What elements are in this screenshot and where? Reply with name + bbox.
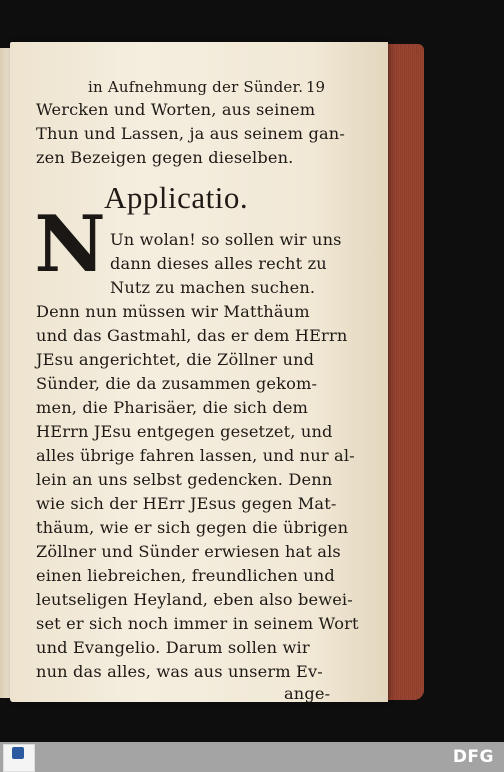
text-line: set er sich noch immer in seinem Wort (36, 614, 359, 633)
viewer-footer-bar (0, 742, 504, 772)
text-line: leutseligen Heyland, eben also bewei- (36, 590, 353, 609)
text-line: dann dieses alles recht zu (110, 254, 327, 273)
running-header: in Aufnehmung der Sünder. (88, 78, 304, 96)
text-line: HErrn JEsu entgegen gesetzet, und (36, 422, 333, 441)
text-line: wie sich der HErr JEsus gegen Mat- (36, 494, 337, 513)
text-line: Un wolan! so sollen wir uns (110, 230, 342, 249)
text-line: Wercken und Worten, aus seinem (36, 100, 316, 119)
text-line: lein an uns selbst gedencken. Denn (36, 470, 333, 489)
text-line: Nutz zu machen suchen. (110, 278, 316, 297)
text-line: und Evangelio. Darum sollen wir (36, 638, 310, 657)
library-logo[interactable] (3, 744, 35, 772)
text-line: Thun und Lassen, ja aus seinem gan- (36, 124, 345, 143)
text-line: Sünder, die da zusammen gekom- (36, 374, 318, 393)
text-line: Zöllner und Sünder erwiesen hat als (36, 542, 341, 561)
text-line: und das Gastmahl, das er dem HErrn (36, 326, 348, 345)
dfg-logo[interactable]: DFG (452, 747, 494, 767)
library-logo-icon (12, 747, 24, 759)
text-line: thäum, wie er sich gegen die übrigen (36, 518, 349, 537)
text-line: nun das alles, was aus unserm Ev- (36, 662, 323, 681)
text-line: alles übrige fahren lassen, und nur al- (36, 446, 355, 465)
page-number: 19 (306, 78, 326, 96)
catchword: ange- (284, 684, 331, 703)
text-line: Denn nun müssen wir Matthäum (36, 302, 310, 321)
text-line: JEsu angerichtet, die Zöllner und (36, 350, 315, 369)
text-line: zen Bezeigen gegen dieselben. (36, 148, 294, 167)
text-line: einen liebreichen, freundlichen und (36, 566, 335, 585)
library-logo-text (5, 760, 33, 769)
text-line: men, die Pharisäer, die sich dem (36, 398, 309, 417)
section-heading: Applicatio. (104, 180, 249, 215)
drop-cap: N (34, 199, 106, 290)
